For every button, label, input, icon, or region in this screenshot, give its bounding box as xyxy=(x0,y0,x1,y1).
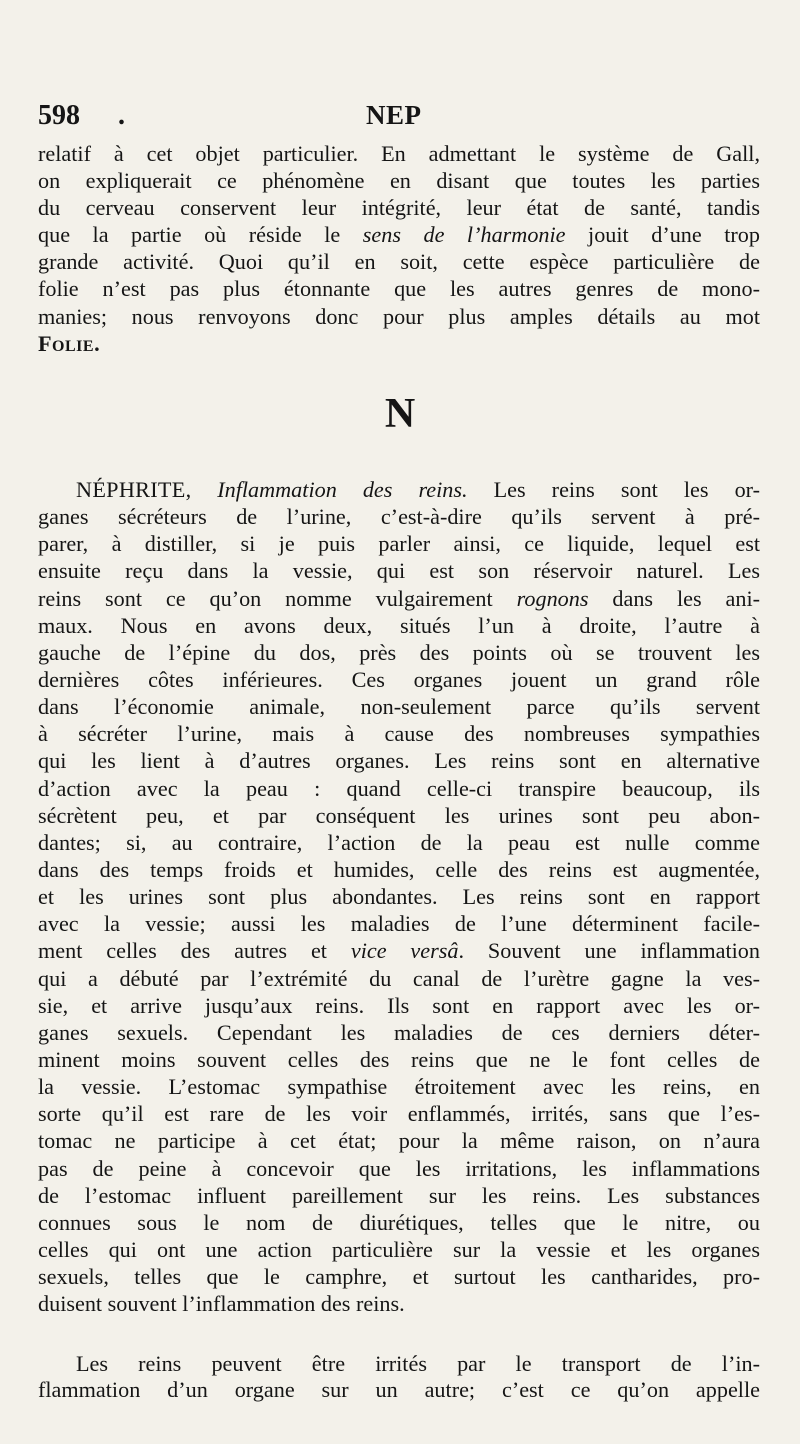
text-line xyxy=(38,937,760,964)
text-fragment: jouit d’une trop xyxy=(565,222,760,248)
text-fragment: ment celles des autres et xyxy=(38,938,351,964)
text-fragment: Les reins sont les or- xyxy=(467,477,760,502)
italic-term: rognons xyxy=(516,585,589,611)
entry-headword: NÉPHRITE xyxy=(76,477,186,502)
text-line xyxy=(38,221,760,248)
entry-gloss: Inflammation des reins. xyxy=(217,477,468,502)
page-number: 598 xyxy=(38,100,80,131)
text-line: ensuite reçu dans la vessie, qui est son réservoir naturel. Les xyxy=(38,558,760,584)
page-number-dot: . xyxy=(118,100,125,131)
page-header xyxy=(38,100,760,140)
text-line: grande activité. Quoi qu’il en soit, cette espèce particulière de xyxy=(38,249,760,275)
text-line: sorte qu’il est rare de les voir enflammés, irrités, sans que l’es- xyxy=(38,1101,760,1127)
text-line: parer, à distiller, si je puis parler ainsi, ce liquide, lequel est xyxy=(38,531,760,557)
text-fragment: . Souvent une inflammation xyxy=(458,938,760,964)
text-line: sie, et arrive jusqu’aux reins. Ils sont en rapport avec les or- xyxy=(38,992,760,1018)
text-line: folie n’est pas plus étonnante que les autres genres de mono- xyxy=(38,276,760,302)
text-line: sécrètent peu, et par conséquent les urines sont peu abon- xyxy=(38,802,760,828)
text-line: d’action avec la peau : quand celle-ci transpire beaucoup, ils xyxy=(38,775,760,801)
text-fragment: dans les ani- xyxy=(588,585,761,611)
text-fragment: que la partie où réside le xyxy=(38,222,363,248)
text-line: dantes; si, au contraire, l’action de la peau est nulle comme xyxy=(38,829,760,855)
text-line: qui a débuté par l’extrémité du canal de l’urètre gagne la ves- xyxy=(38,965,760,991)
text-line: la vessie. L’estomac sympathise étroitement avec les reins, en xyxy=(38,1074,760,1100)
entry-nephrite xyxy=(38,476,760,1317)
text-line: on expliquerait ce phénomène en disant que toutes les parties xyxy=(38,168,760,194)
text-line: flammation d’un organe sur un autre; c’est ce qu’on appelle xyxy=(38,1377,760,1402)
text-line: manies; nous renvoyons donc pour plus amples détails au mot xyxy=(38,303,760,329)
text-line: et les urines sont plus abondantes. Les reins sont en rapport xyxy=(38,884,760,910)
text-line: gauche de l’épine du dos, près des points où se trouvent les xyxy=(38,639,760,665)
text-line: minent moins souvent celles des reins que ne le font celles de xyxy=(38,1046,760,1072)
text-line: relatif à cet objet particulier. En admettant le système de Gall, xyxy=(38,141,760,166)
text-fragment: , xyxy=(185,477,218,502)
paragraph-transport xyxy=(38,1351,760,1403)
text-line: à sécréter l’urine, mais à cause des nombreuses sympathies xyxy=(38,721,760,747)
text-line: dans des temps froids et humides, celle des reins est augmentée, xyxy=(38,856,760,882)
text-fragment: reins sont ce qu’on nomme vulgairement xyxy=(38,585,517,611)
text-line: avec la vessie; aussi les maladies de l’une déterminent facile- xyxy=(38,911,760,937)
text-line: ganes sécréteurs de l’urine, c’est-à-dire qu’ils servent à pré- xyxy=(38,504,760,530)
italic-term: sens de l’harmonie xyxy=(362,222,566,248)
text-line: tomac ne participe à cet état; pour la même raison, on n’aura xyxy=(38,1128,760,1154)
running-head: NEP xyxy=(366,100,422,130)
text-line: dans l’économie animale, non-seulement parce qu’ils servent xyxy=(38,694,760,720)
italic-term: vice versâ xyxy=(350,938,459,964)
text-line: celles qui ont une action particulière sur la vessie et les organes xyxy=(38,1236,760,1262)
text-line: qui les lient à d’autres organes. Les reins sont en alternative xyxy=(38,748,760,774)
section-letter: N xyxy=(384,391,416,437)
text-line: duisent souvent l’inflammation des reins. xyxy=(38,1291,405,1317)
paragraph-folie xyxy=(38,140,760,357)
text-line: de l’estomac influent pareillement sur les reins. Les substances xyxy=(38,1182,760,1208)
text-line: du cerveau conservent leur intégrité, leur état de santé, tandis xyxy=(38,195,760,221)
text-line xyxy=(38,330,760,357)
cross-reference: Folie. xyxy=(38,330,101,356)
text-line xyxy=(38,585,760,612)
text-line: dernières côtes inférieures. Ces organes jouent un grand rôle xyxy=(38,666,760,692)
text-line: pas de peine à concevoir que les irritations, les inflammations xyxy=(38,1155,760,1181)
text-line: sexuels, telles que le camphre, et surtout les cantharides, pro- xyxy=(38,1264,760,1290)
text-line xyxy=(38,476,760,503)
text-line: Les reins peuvent être irrités par le transport de l’in- xyxy=(76,1351,760,1376)
text-line: maux. Nous en avons deux, situés l’un à droite, l’autre à xyxy=(38,612,760,638)
text-line: connues sous le nom de diurétiques, telles que le nitre, ou xyxy=(38,1209,760,1235)
text-line: ganes sexuels. Cependant les maladies de ces derniers déter- xyxy=(38,1019,760,1045)
